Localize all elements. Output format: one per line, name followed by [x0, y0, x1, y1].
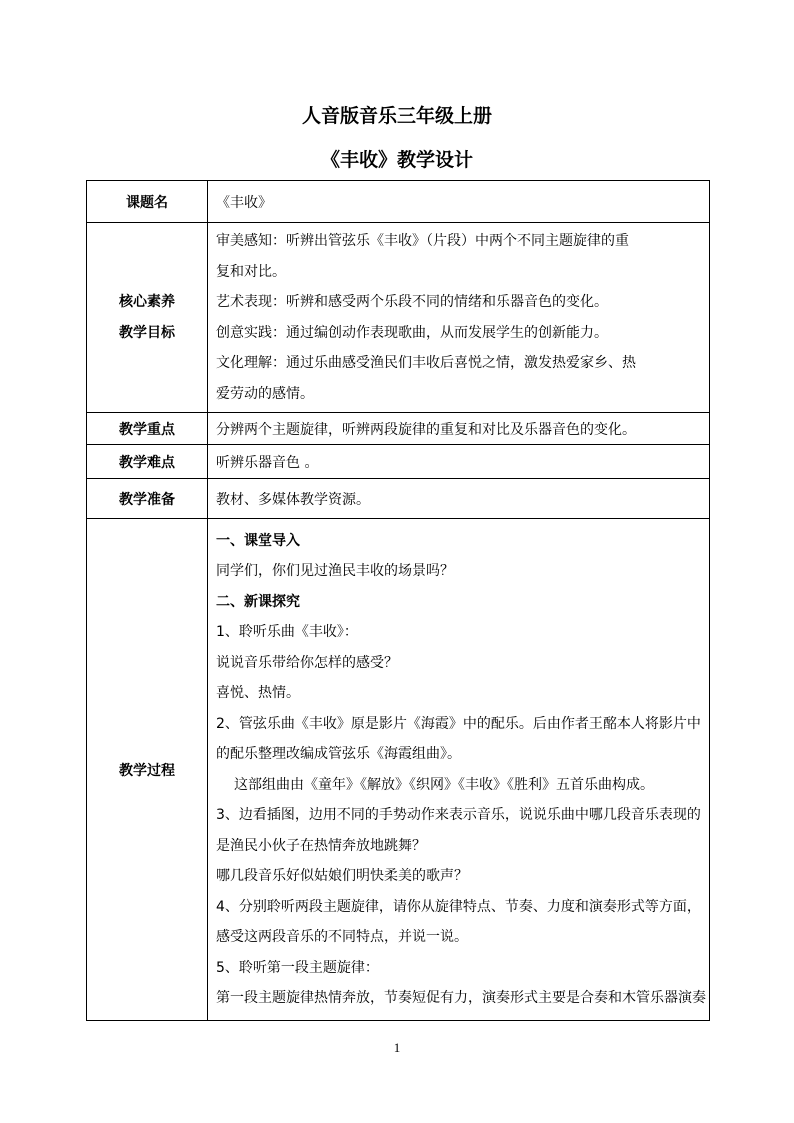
key-points-value: 分辨两个主题旋律，听辨两段旋律的重复和对比及乐器音色的变化。 — [208, 413, 710, 445]
process-line: 5、聆听第一段主题旋律： — [216, 959, 379, 976]
objectives-label-line1: 核心素养 — [119, 294, 175, 310]
objective-line: 爱劳动的感情。 — [216, 385, 314, 402]
process-line: 感受这两段音乐的不同特点，并说一说。 — [216, 929, 468, 945]
process-line: 说说音乐带给你怎样的感受？ — [216, 654, 398, 671]
process-line: 的配乐整理改编成管弦乐《海霞组曲》。 — [216, 746, 461, 762]
objective-line: 创意实践：通过编创动作表现歌曲，从而发展学生的创新能力。 — [216, 324, 608, 341]
objectives-content — [208, 223, 710, 413]
objective-line: 文化理解：通过乐曲感受渔民们丰收后喜悦之情，激发热爱家乡、热 — [216, 355, 636, 371]
table-row-topic — [87, 181, 710, 223]
topic-label: 课题名 — [87, 181, 208, 223]
process-line: 3、边看插图，边用不同的手势动作来表示音乐，说说乐曲中哪几段音乐表现的 — [216, 807, 701, 823]
process-line: 是渔民小伙子在热情奔放地跳舞？ — [216, 837, 426, 854]
topic-value: 《丰收》 — [208, 181, 710, 223]
objectives-label-line2: 教学目标 — [119, 324, 175, 341]
difficulties-value: 听辨乐器音色 。 — [208, 445, 710, 479]
table-row-key-points — [87, 413, 710, 445]
process-line: 4、分别聆听两段主题旋律，请你从旋律特点、节奏、力度和演奏形式等方面， — [216, 898, 701, 915]
table-row-objectives — [87, 223, 710, 413]
difficulties-label: 教学难点 — [87, 445, 208, 479]
objective-line: 复和对比。 — [216, 263, 286, 280]
process-line: 喜悦、热情。 — [216, 685, 300, 701]
document-subtitle: 《丰收》教学设计 — [320, 149, 473, 171]
preparation-value: 教材、多媒体教学资源。 — [208, 479, 710, 519]
table-row-difficulties — [87, 445, 710, 479]
process-label: 教学过程 — [87, 519, 208, 1021]
process-line: 2、管弦乐曲《丰收》原是影片《海霞》中的配乐。后由作者王酩本人将影片中 — [216, 715, 701, 732]
objectives-label — [87, 223, 208, 413]
document-title: 人音版音乐三年级上册 — [301, 105, 492, 127]
table-row-process — [87, 519, 710, 1021]
process-line: 这部组曲由《童年》《解放》《织网》《丰收》《胜利》五首乐曲构成。 — [234, 776, 654, 793]
section-heading: 一、课堂导入 — [216, 532, 300, 549]
process-line: 第一段主题旋律热情奔放，节奏短促有力，演奏形式主要是合奏和木管乐器演奏 — [216, 990, 706, 1006]
process-line: 1、聆听乐曲《丰收》： — [216, 624, 358, 640]
page-number: 1 — [393, 1040, 401, 1055]
process-line: 哪几段音乐好似姑娘们明快柔美的歌声？ — [216, 868, 468, 884]
objective-line: 艺术表现：听辨和感受两个乐段不同的情绪和乐器音色的变化。 — [216, 294, 608, 310]
objective-line: 审美感知：听辨出管弦乐《丰收》（片段）中两个不同主题旋律的重 — [216, 233, 629, 249]
process-line: 同学们，你们见过渔民丰收的场景吗？ — [216, 563, 454, 579]
process-content — [208, 519, 710, 1021]
key-points-label: 教学重点 — [87, 413, 208, 445]
table-row-preparation — [87, 479, 710, 519]
section-heading: 二、新课探究 — [216, 593, 300, 610]
lesson-plan-table — [86, 180, 710, 1021]
preparation-label: 教学准备 — [87, 479, 208, 519]
